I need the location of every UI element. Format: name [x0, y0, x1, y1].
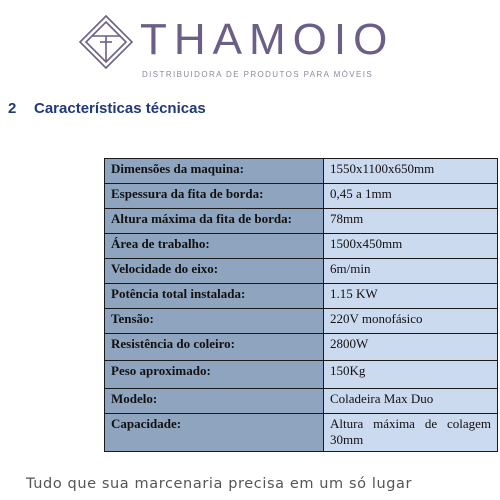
spec-value: Altura máxima de colagem 30mm [324, 414, 498, 452]
spec-value: 78mm [324, 209, 498, 234]
thamoio-logo-icon [78, 14, 134, 70]
brand-name: THAMOIO [140, 15, 395, 64]
spec-value: 220V monofásico [324, 309, 498, 334]
footer-tagline: Tudo que sua marcenaria precisa em um só lugar [26, 476, 413, 492]
spec-label: Tensão: [105, 309, 324, 334]
spec-label: Resistência do coleiro: [105, 334, 324, 361]
spec-label: Dimensões da maquina: [105, 159, 324, 184]
section-number: 2 [8, 100, 17, 117]
spec-row [105, 234, 498, 259]
spec-row [105, 389, 498, 414]
spec-row [105, 184, 498, 209]
spec-value: Coladeira Max Duo [324, 389, 498, 414]
spec-row [105, 284, 498, 309]
spec-value: 1500x450mm [324, 234, 498, 259]
spec-label: Velocidade do eixo: [105, 259, 324, 284]
spec-row [105, 361, 498, 389]
spec-row [105, 209, 498, 234]
section-heading [8, 100, 206, 117]
section-title: Características técnicas [34, 100, 206, 117]
spec-row [105, 414, 498, 452]
spec-label: Peso aproximado: [105, 361, 324, 389]
spec-label: Capacidade: [105, 414, 324, 452]
spec-row [105, 334, 498, 361]
spec-label: Área de trabalho: [105, 234, 324, 259]
spec-label: Espessura da fita de borda: [105, 184, 324, 209]
spec-table [104, 158, 498, 452]
spec-value: 0,45 a 1mm [324, 184, 498, 209]
spec-value: 1.15 KW [324, 284, 498, 309]
spec-row [105, 309, 498, 334]
spec-label: Altura máxima da fita de borda: [105, 209, 324, 234]
spec-value: 150Kg [324, 361, 498, 389]
brand-tagline: DISTRIBUIDORA DE PRODUTOS PARA MÓVEIS [142, 70, 374, 79]
spec-label: Potência total instalada: [105, 284, 324, 309]
spec-row [105, 159, 498, 184]
spec-label: Modelo: [105, 389, 324, 414]
spec-value: 6m/min [324, 259, 498, 284]
spec-value: 1550x1100x650mm [324, 159, 498, 184]
spec-value: 2800W [324, 334, 498, 361]
spec-row [105, 259, 498, 284]
